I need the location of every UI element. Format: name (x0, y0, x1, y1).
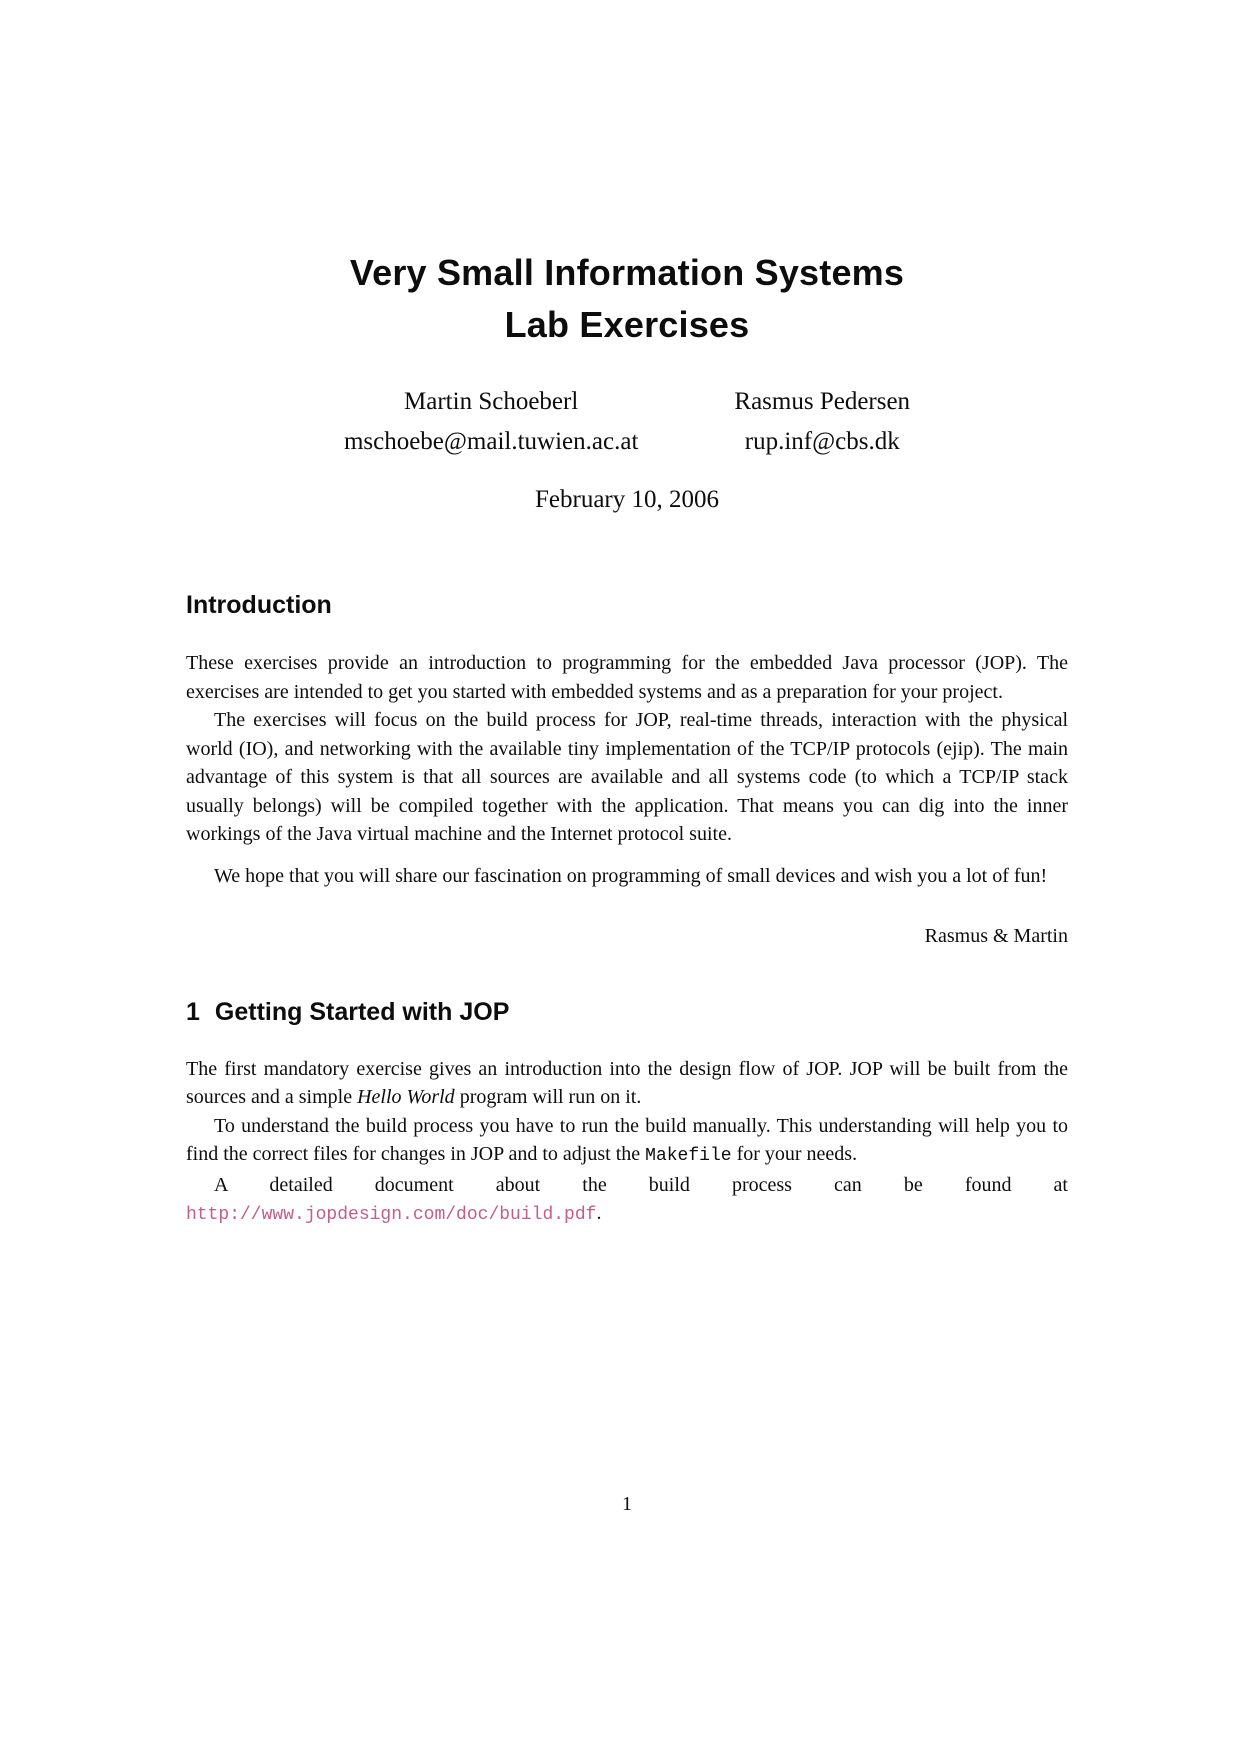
author-name: Rasmus Pedersen (734, 388, 911, 415)
text-segment: Makefile (645, 1146, 732, 1166)
section-1-paragraph-1 (186, 1055, 1068, 1112)
document-title (186, 247, 1068, 351)
text-segment: program will run on it. (454, 1086, 642, 1108)
intro-paragraph-2: The exercises will focus on the build process for JOP, real-time threads, interaction with the physical world (IO), and networking with the available tiny implementation of the TCP/IP protocols (ejip). The main advantage of this system is that all sources are available and all systems code (to which a TCP/IP stack usually belongs) will be compiled together with the application. That means you can dig into the inner workings of the Java virtual machine and the Internet protocol suite. (186, 709, 1068, 845)
title-line-2: Lab Exercises (504, 304, 750, 345)
author-block-2 (734, 389, 910, 455)
section-title: Getting Started with JOP (214, 997, 510, 1026)
url-link[interactable]: http://www.jopdesign.com/doc/build.pdf (186, 1205, 597, 1225)
text-segment: The first mandatory exercise gives an introduction into the design flow of JOP. JOP will be built from the sources and a simple (186, 1057, 1068, 1108)
text-segment: . (596, 1202, 602, 1224)
author-block-1 (344, 389, 638, 455)
author-email: rup.inf@cbs.dk (744, 428, 900, 455)
intro-paragraph-3: We hope that you will share our fascination on programming of small devices and wish you a lot of fun! (214, 864, 1048, 887)
section-1-paragraph-2 (186, 1112, 1068, 1171)
author-email: mschoebe@mail.tuwien.ac.at (343, 428, 639, 455)
author-name: Martin Schoeberl (404, 388, 579, 415)
text-segment: for your needs. (731, 1143, 858, 1165)
text-segment: To understand the build process you have to run the build manually. This understanding will help you to find the correct files for changes in JOP and to adjust the (186, 1114, 1068, 1165)
authors-row (186, 389, 1068, 455)
title-line-1: Very Small Information Systems (349, 252, 905, 293)
intro-paragraph-1: These exercises provide an introduction to programming for the embedded Java processor (JOP). The exercises are intended to get you started with embedded systems and as a preparation for your project. (186, 652, 1068, 703)
text-segment: Hello World (357, 1086, 455, 1108)
document-date: February 10, 2006 (535, 486, 719, 513)
intro-heading: Introduction (186, 591, 332, 619)
section-1-heading (186, 997, 1068, 1028)
signature: Rasmus & Martin (924, 925, 1068, 947)
document-content (186, 0, 1068, 1230)
section-number: 1 (186, 997, 200, 1026)
page-number: 1 (622, 1493, 632, 1515)
section-1-paragraph-3 (186, 1171, 1068, 1230)
text-segment: A detailed document about the build process can be found at (214, 1173, 1068, 1196)
